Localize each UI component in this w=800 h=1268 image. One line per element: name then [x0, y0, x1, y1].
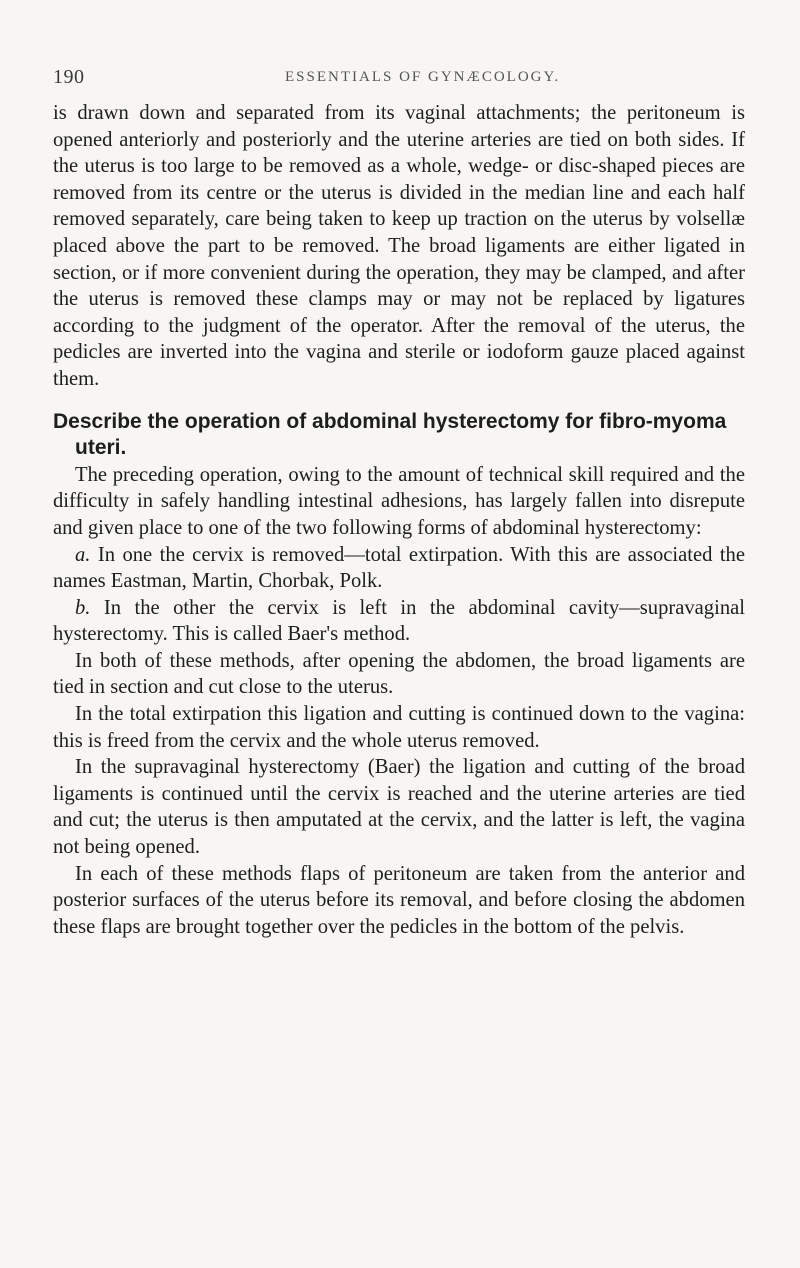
body-text	[53, 100, 745, 940]
list-item-a-letter: a.	[75, 543, 91, 566]
paragraph-peritoneal-flaps: In each of these methods flaps of peritoneum are taken from the anterior and posterior surfaces of the uterus before its removal, and before closing the abdomen these flaps are brought together over the pedicles in the bottom of the pelvis.	[53, 862, 745, 938]
paragraph-both-methods: In both of these methods, after opening the abdomen, the broad ligaments are tied in section and cut close to the uterus.	[53, 649, 745, 699]
paragraph-supravaginal: In the supravaginal hysterectomy (Baer) the ligation and cutting of the broad ligaments is continued until the cervix is reached and the uterine arteries are tied and cut; the uterus is then amputated at the cervix, and the latter is left, the vagina not being opened.	[53, 756, 745, 859]
running-head: ESSENTIALS OF GYNÆCOLOGY.	[285, 69, 561, 85]
list-item-b	[53, 595, 745, 648]
list-item-a-text: In one the cervix is removed—total extirpation. With this are associated the names Eastman, Martin, Chorbak, Polk.	[53, 543, 745, 593]
paragraph-total-extirpation: In the total extirpation this ligation and cutting is continued down to the vagina: this is freed from the cervix and the whole uterus removed.	[53, 703, 745, 752]
list-item-b-letter: b.	[75, 596, 91, 619]
list-item-b-text: In the other the cervix is left in the abdominal cavity—supravaginal hysterectomy. This is called Baer's method.	[53, 596, 745, 646]
paragraph-continuation: is drawn down and separated from its vaginal attachments; the peritoneum is opened anteriorly and posteriorly and the uterine arteries are tied on both sides. If the uterus is too large to be removed as a whole, wedge- or disc-shaped pieces are removed from its centre or the uterus is divided in the median line and each half removed separately, care being taken to keep up traction on the uterus by volsellæ placed above the part to be removed. The broad ligaments are either ligated in section, or if more convenient during the operation, they may be clamped, and after the uterus is removed these clamps may or may not be replaced by ligatures according to the judgment of the operator. After the removal of the uterus, the pedicles are inverted into the vagina and sterile or iodoform gauze placed against them.	[53, 102, 745, 390]
list-item-a	[53, 542, 745, 595]
page-number: 190	[53, 66, 85, 88]
question-heading: Describe the operation of abdominal hysterectomy for fibro-myoma uteri.	[53, 409, 727, 460]
paragraph-intro: The preceding operation, owing to the amount of technical skill required and the difficulty in safely handling intestinal adhesions, has largely fallen into disrepute and given place to one of the two following forms of abdominal hysterectomy:	[53, 463, 745, 539]
page-header	[53, 66, 753, 90]
